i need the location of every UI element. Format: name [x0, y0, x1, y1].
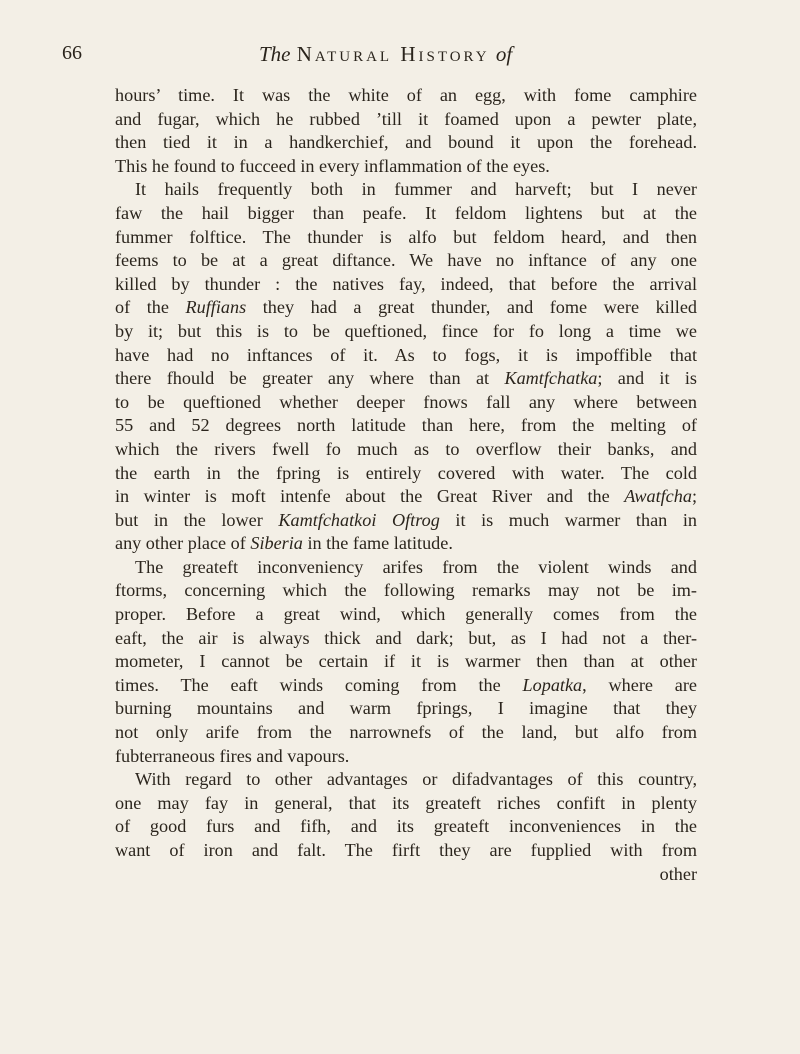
line-text: fummer folftice. The thunder is alfo but feldom heard, and then [115, 226, 697, 247]
line-text: This he found to fucceed in every inflammation of the eyes. [115, 155, 550, 176]
italic-term: Ruffians [185, 297, 247, 318]
line-text: feems to be at a great diftance. We have no inftance of any one [115, 250, 697, 271]
text-line [115, 438, 697, 462]
text-line [115, 627, 697, 651]
line-text: ; [691, 486, 697, 507]
line-text: faw the hail bigger than peafe. It feldom lightens but at the [115, 202, 697, 223]
line-text: there fhould be greater any where than at [115, 368, 505, 389]
line-text: in the fame latitude. [302, 533, 453, 554]
running-title-of: of [495, 42, 513, 66]
paragraph-start-line [115, 768, 697, 792]
text-line [115, 296, 697, 320]
line-text: killed by thunder : the natives fay, indeed, that before the arrival [115, 273, 697, 294]
line-text: eaft, the air is always thick and dark; but, as I had not a ther- [115, 627, 697, 648]
line-text: proper. Before a great wind, which generally comes from the [115, 604, 697, 625]
line-text: , where are [582, 674, 697, 695]
line-text: mometer, I cannot be certain if it is warmer then than at other [115, 651, 697, 672]
line-text: the earth in the fpring is entirely covered with water. The cold [115, 462, 697, 483]
text-line [115, 579, 697, 603]
text-line [115, 462, 697, 486]
line-text: not only arife from the narrownefs of the land, but alfo from [115, 722, 697, 743]
text-line [115, 226, 697, 250]
line-text: of good furs and fifh, and its greateft inconveniences in the [115, 816, 697, 837]
text-line [115, 131, 697, 155]
text-line [115, 721, 697, 745]
line-text: The greateft inconveniency arifes from the violent winds and [135, 556, 697, 577]
text-line [115, 650, 697, 674]
running-title-the: The [259, 42, 291, 66]
line-text: of the [115, 297, 186, 318]
line-text: ; and it is [597, 368, 697, 389]
line-text: in winter is moft intenfe about the Great River and the [115, 486, 625, 507]
body-text [115, 84, 697, 886]
italic-term: Lopatka [522, 674, 583, 695]
line-text: It hails frequently both in fummer and harveft; but I never [135, 179, 697, 200]
line-text: fubterraneous fires and vapours. [115, 745, 350, 766]
line-text: by it; but this is to be queftioned, fince for fo long a time we [115, 320, 697, 341]
text-line [115, 249, 697, 273]
running-title-main: Natural History [296, 42, 490, 66]
text-line [115, 202, 697, 226]
text-line [115, 344, 697, 368]
text-line [115, 697, 697, 721]
text-line [115, 815, 697, 839]
italic-term: Kamtfchatka [504, 368, 598, 389]
paragraph-start-line [115, 178, 697, 202]
italic-term: Siberia [250, 533, 303, 554]
line-text: want of iron and falt. The firft they are fupplied with from [115, 840, 697, 860]
text-line [115, 414, 697, 438]
paragraph-start-line [115, 556, 697, 580]
italic-term: Awatfcha [624, 486, 692, 507]
line-text: burning mountains and warm fprings, I imagine that they [115, 698, 697, 719]
text-line [115, 603, 697, 627]
line-text: then tied it in a handkerchief, and bound it upon the forehead. [115, 132, 697, 153]
line-text: one may fay in general, that its greateft riches confift in plenty [115, 792, 697, 813]
text-line [115, 532, 697, 556]
text-line [115, 509, 697, 533]
text-line [115, 839, 697, 863]
line-text: any other place of [115, 533, 251, 554]
text-line [115, 320, 697, 344]
line-text: times. The eaft winds coming from the [115, 674, 523, 695]
text-line [115, 674, 697, 698]
running-title [259, 42, 512, 67]
line-text: With regard to other advantages or difadvantages of this country, [135, 769, 697, 790]
line-text: 55 and 52 degrees north latitude than here, from the melting of [115, 415, 697, 436]
line-text: they had a great thunder, and fome were killed [246, 297, 697, 318]
line-text: and fugar, which he rubbed ’till it foamed upon a pewter plate, [115, 108, 697, 129]
line-text: but in the lower [115, 509, 279, 530]
text-line [115, 155, 697, 179]
text-line [115, 273, 697, 297]
text-line [115, 367, 697, 391]
running-header [62, 42, 738, 72]
text-line [115, 745, 697, 769]
line-text: ftorms, concerning which the following remarks may not be im- [115, 580, 697, 601]
line-text: it is much warmer than in [439, 509, 697, 530]
text-line [115, 485, 697, 509]
text-line [115, 84, 697, 108]
text-line [115, 108, 697, 132]
line-text: have had no inftances of it. As to fogs, it is impoffible that [115, 344, 697, 365]
italic-term: Kamtfchatkoi Oftrog [278, 509, 440, 530]
line-text: to be queftioned whether deeper fnows fall any where between [115, 391, 697, 412]
text-line [115, 792, 697, 816]
text-line [115, 391, 697, 415]
line-text: hours’ time. It was the white of an egg, with fome camphire [115, 85, 697, 105]
page-number: 66 [62, 42, 82, 64]
line-text: which the rivers fwell fo much as to overflow their banks, and [115, 438, 697, 459]
catchword-text: other [659, 863, 697, 884]
catchword [115, 863, 697, 887]
